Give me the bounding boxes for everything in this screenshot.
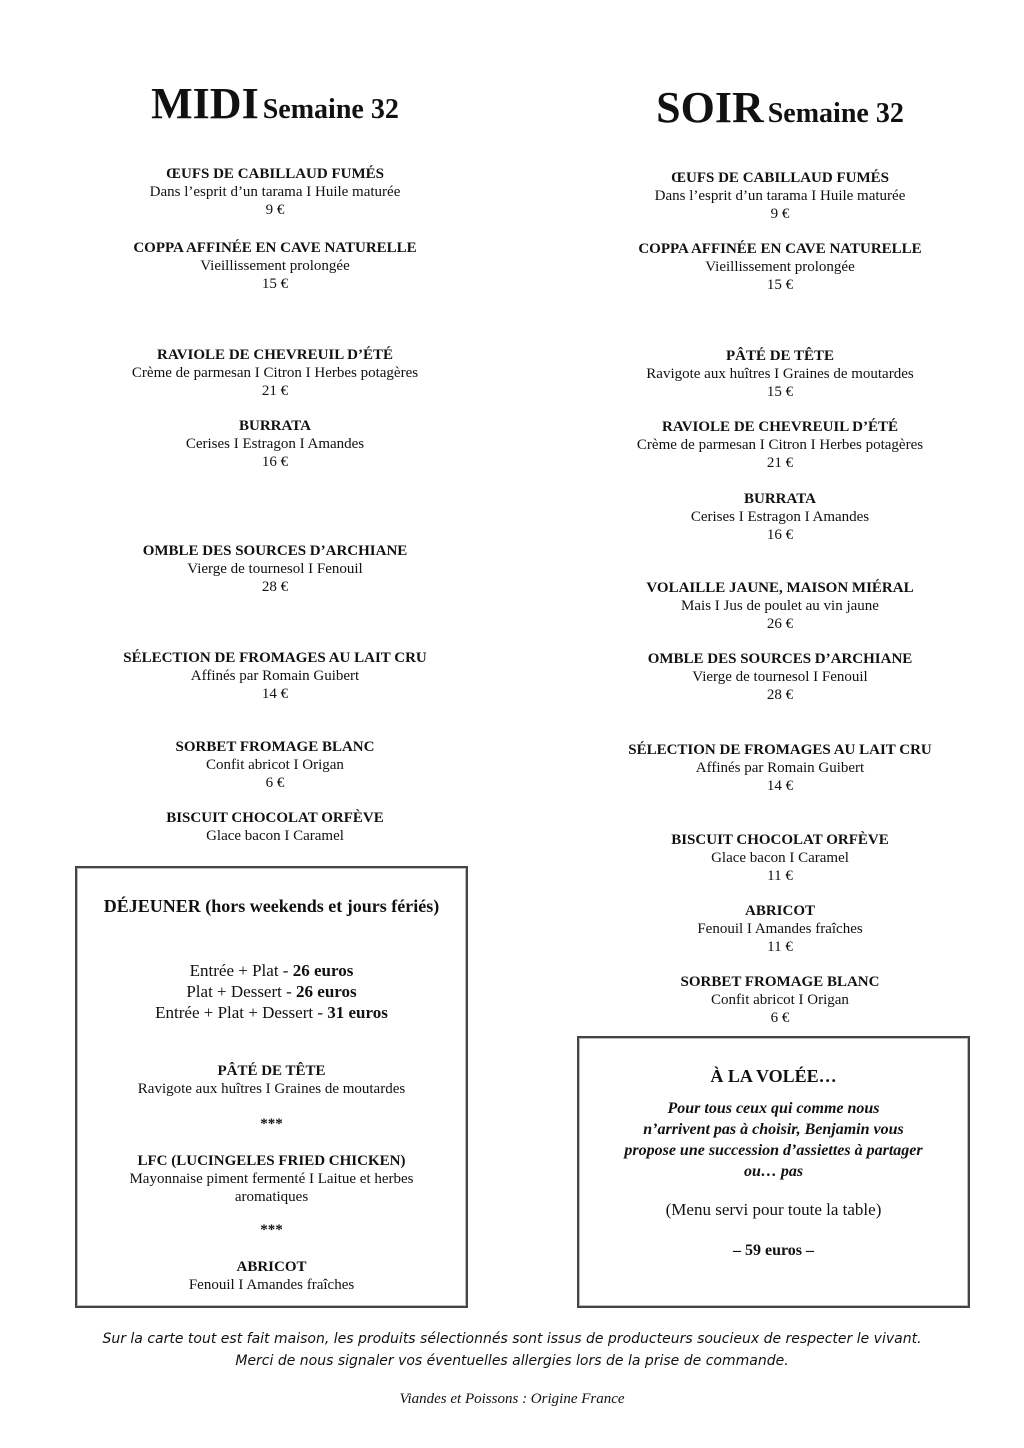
midi-dish: [75, 542, 475, 596]
dish-description: Mayonnaise piment fermenté I Laitue et herbes aromatiques: [129, 1171, 414, 1205]
dish-name: SORBET FROMAGE BLANC: [680, 974, 880, 990]
dish-name: PÂTÉ DE TÊTE: [725, 348, 835, 364]
midi-dish: [75, 165, 475, 219]
dish-name: SÉLECTION DE FROMAGES AU LAIT CRU: [123, 650, 427, 666]
dish-name: RAVIOLE DE CHEVREUIL D’ÉTÉ: [156, 347, 394, 363]
midi-dish: [75, 239, 475, 293]
midi-title-week: Semaine 32: [262, 94, 399, 125]
dejeuner-box: [75, 866, 468, 1308]
formula-label: Entrée + Plat -: [189, 961, 293, 980]
soir-dish: [580, 650, 980, 704]
dish-price: 28 €: [261, 579, 289, 595]
soir-dish: [580, 240, 980, 294]
dejeuner-item: [77, 1258, 466, 1294]
formula-price: 26 euros: [296, 982, 357, 1001]
soir-dish: [580, 579, 980, 633]
dish-name: SORBET FROMAGE BLANC: [175, 739, 375, 755]
dejeuner-formulas: [77, 960, 466, 1023]
dejeuner-item: [117, 1152, 426, 1206]
footer-origin: Viandes et Poissons : Origine France: [399, 1391, 625, 1407]
volee-text-line: propose une succession d’assiettes à partager: [624, 1142, 923, 1159]
soir-dish: [580, 418, 980, 472]
footer-line: Sur la carte tout est fait maison, les produits sélectionnés sont issus de producteurs soucieux de respecter le vivant.: [102, 1331, 922, 1347]
soir-title-week: Semaine 32: [767, 98, 904, 129]
volee-text-line: Pour tous ceux qui comme nous: [667, 1100, 880, 1117]
dish-description: Affinés par Romain Guibert: [695, 760, 865, 776]
formula-label: Entrée + Plat + Dessert -: [155, 1003, 328, 1022]
dish-name: OMBLE DES SOURCES D’ARCHIANE: [647, 651, 913, 667]
midi-title-main: MIDI: [151, 79, 259, 128]
dish-description: Vierge de tournesol I Fenouil: [187, 561, 363, 577]
dish-name: RAVIOLE DE CHEVREUIL D’ÉTÉ: [661, 419, 899, 435]
dish-price: 6 €: [770, 1010, 790, 1026]
dejeuner-item: [77, 1062, 466, 1098]
dish-description: Crème de parmesan I Citron I Herbes potagères: [636, 437, 924, 453]
formula-line: [77, 960, 466, 981]
dish-price: 21 €: [766, 455, 794, 471]
midi-dish: [75, 738, 475, 792]
dish-description: Vieillissement prolongée: [200, 258, 350, 274]
dish-price: 11 €: [767, 939, 793, 955]
dish-description: Ravigote aux huîtres I Graines de moutardes: [137, 1081, 406, 1097]
dish-description: Cerises I Estragon I Amandes: [185, 436, 365, 452]
dish-price: 9 €: [265, 202, 285, 218]
midi-title: [75, 78, 475, 129]
soir-dish: [580, 490, 980, 544]
dish-price: 6 €: [265, 775, 285, 791]
dish-description: Dans l’esprit d’un tarama I Huile maturée: [654, 188, 906, 204]
dish-price: 14 €: [766, 778, 794, 794]
dish-name: ŒUFS DE CABILLAUD FUMÉS: [671, 170, 889, 186]
dish-price: 15 €: [766, 277, 794, 293]
dish-description: Dans l’esprit d’un tarama I Huile maturée: [149, 184, 401, 200]
volee-price: – 59 euros –: [732, 1242, 815, 1259]
dish-description: Ravigote aux huîtres I Graines de moutardes: [646, 366, 914, 382]
dish-description: Fenouil I Amandes fraîches: [188, 1277, 355, 1293]
soir-dish: [580, 902, 980, 956]
dish-price: 15 €: [261, 276, 289, 292]
formula-label: Plat + Dessert -: [186, 982, 297, 1001]
dish-price: 11 €: [767, 868, 793, 884]
dish-price: 21 €: [261, 383, 289, 399]
dish-price: 15 €: [766, 384, 794, 400]
soir-dish: [580, 347, 980, 401]
dish-name: SÉLECTION DE FROMAGES AU LAIT CRU: [628, 742, 932, 758]
dish-description: Confit abricot I Origan: [711, 992, 849, 1008]
dish-name: BURRATA: [239, 418, 311, 434]
dish-description: Glace bacon I Caramel: [711, 850, 849, 866]
volee-text-line: n’arrivent pas à choisir, Benjamin vous: [643, 1121, 904, 1138]
separator: ***: [260, 1222, 283, 1238]
dish-description: Vieillissement prolongée: [705, 259, 855, 275]
soir-dish: [580, 973, 980, 1027]
dish-price: 28 €: [766, 687, 794, 703]
dish-price: 26 €: [766, 616, 794, 632]
dish-price: 16 €: [766, 527, 794, 543]
soir-title-main: SOIR: [656, 83, 764, 132]
dish-name: PÂTÉ DE TÊTE: [217, 1063, 326, 1079]
dish-description: Fenouil I Amandes fraîches: [697, 921, 863, 937]
dish-name: BURRATA: [744, 491, 816, 507]
dish-name: LFC (LUCINGELES FRIED CHICKEN): [137, 1153, 406, 1169]
formula-line: [77, 981, 466, 1002]
dish-price: 14 €: [261, 686, 289, 702]
dish-description: Vierge de tournesol I Fenouil: [692, 669, 868, 685]
volee-title: À LA VOLÉE…: [710, 1066, 837, 1086]
footer-notes: [0, 1328, 1024, 1372]
midi-dish: [75, 809, 475, 845]
dish-name: BISCUIT CHOCOLAT ORFÈVE: [671, 832, 889, 848]
midi-dish: [75, 649, 475, 703]
dish-name: VOLAILLE JAUNE, MAISON MIÉRAL: [646, 580, 914, 596]
dish-price: 16 €: [261, 454, 289, 470]
dish-name: ABRICOT: [236, 1259, 307, 1275]
formula-price: 26 euros: [292, 961, 354, 980]
dish-price: 9 €: [770, 206, 790, 222]
midi-dish: [75, 417, 475, 471]
footer-line: Merci de nous signaler vos éventuelles allergies lors de la prise de commande.: [235, 1353, 789, 1369]
soir-dish: [580, 741, 980, 795]
soir-dish: [580, 831, 980, 885]
separator: ***: [260, 1116, 283, 1132]
dish-name: COPPA AFFINÉE EN CAVE NATURELLE: [638, 241, 922, 257]
dish-name: ABRICOT: [744, 903, 815, 919]
volee-text-line: ou… pas: [743, 1163, 804, 1180]
dish-description: Mais I Jus de poulet au vin jaune: [681, 598, 879, 614]
dish-description: Glace bacon I Caramel: [206, 828, 344, 844]
formula-line: [77, 1002, 466, 1023]
volee-note: (Menu servi pour toute la table): [665, 1200, 882, 1219]
dish-name: BISCUIT CHOCOLAT ORFÈVE: [166, 810, 384, 826]
dish-name: COPPA AFFINÉE EN CAVE NATURELLE: [133, 240, 417, 256]
dish-description: Cerises I Estragon I Amandes: [690, 509, 870, 525]
midi-dish: [75, 346, 475, 400]
dish-description: Affinés par Romain Guibert: [190, 668, 360, 684]
dejeuner-title: DÉJEUNER (hors weekends et jours fériés): [103, 896, 440, 916]
dish-description: Crème de parmesan I Citron I Herbes potagères: [131, 365, 419, 381]
dish-name: ŒUFS DE CABILLAUD FUMÉS: [166, 166, 384, 182]
formula-price: 31 euros: [327, 1003, 388, 1022]
dish-name: OMBLE DES SOURCES D’ARCHIANE: [142, 543, 408, 559]
soir-dish: [580, 169, 980, 223]
dish-description: Confit abricot I Origan: [206, 757, 344, 773]
volee-box: [577, 1036, 970, 1308]
volee-text: [589, 1098, 958, 1182]
soir-title: [580, 82, 980, 133]
